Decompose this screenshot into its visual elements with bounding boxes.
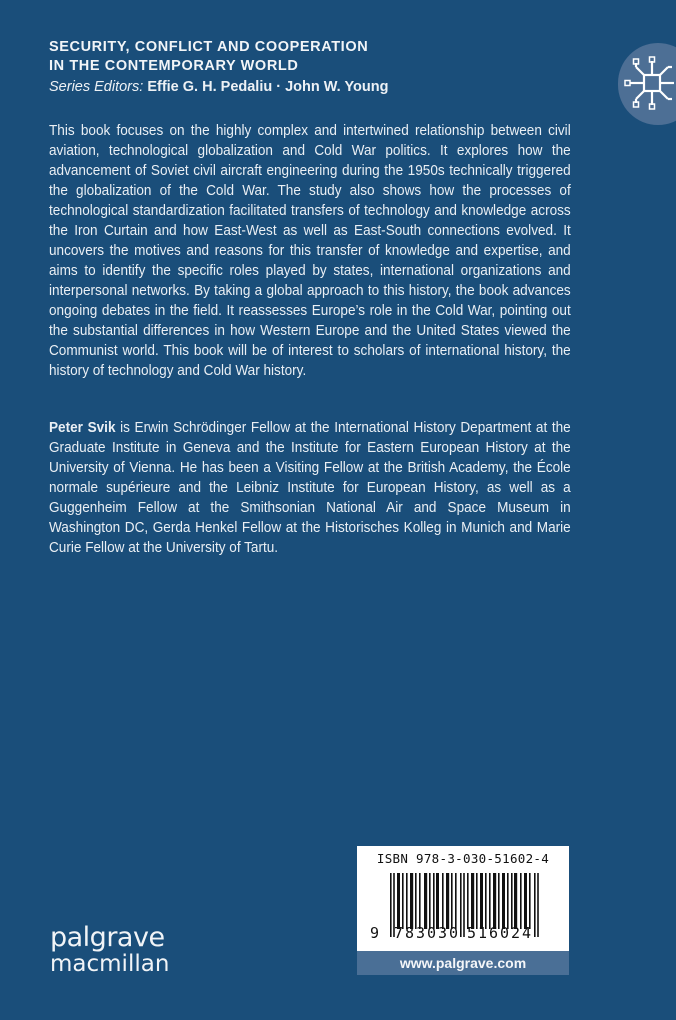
series-editors-names: Effie G. H. Pedaliu · John W. Young: [147, 79, 389, 95]
series-title-line2: IN THE CONTEMPORARY WORLD: [49, 58, 299, 74]
author-bio: [49, 418, 571, 558]
series-editors-label: Series Editors:: [49, 79, 144, 95]
isbn-label: ISBN 978-3-030-51602-4: [376, 851, 550, 866]
publisher-logo-line2: macmillan: [50, 951, 170, 977]
book-description: This book focuses on the highly complex and intertwined relationship between civil aviation, technological globalization and Cold War politics. It explores how the advancement of Soviet civil aircraft engineering during the 1950s technically triggered the globalization of the Cold War. The study also shows how the processes of technological standardization facilitated transfers of technology and knowledge across the Iron Curtain and how East-West as well as East-South connections evolved. It uncovers the motives and reasons for this transfer of knowledge and expertise, and aims to identify the specific roles played by states, international organizations and interpersonal networks. By taking a global approach to this history, the book advances ongoing debates in the field. It reassesses Europe’s role in the Cold War, pointing out the substantial differences in how Western Europe and the United States viewed the Communist world. This book will be of interest to scholars of international history, the history of technology and Cold War history.: [49, 123, 571, 379]
author-bio-text: is Erwin Schrödinger Fellow at the International History Department at the Graduate Institute in Geneva and the Institute for Eastern European History at the University of Vienna. He has been a Visiting Fellow at the British Academy, the École normale supérieure and the Leibniz Institute for European History, as well as a Guggenheim Fellow at the Smithsonian National Air and Space Museum in Washington DC, Gerda Henkel Fellow at the Historisches Kolleg in Munich and Marie Curie Fellow at the University of Tartu.: [49, 420, 571, 556]
circuit-chip-icon: [622, 53, 676, 113]
author-name: Peter Svik: [49, 420, 116, 436]
isbn-barcode-box: ISBN 978-3-030-51602-4 9 7 8 3 0 3 0 5 1 6 0 2 4: [357, 846, 569, 951]
series-header: [49, 38, 388, 97]
publisher-logo-line1: palgrave: [50, 922, 165, 953]
series-editors: [49, 77, 388, 97]
series-title-line1: SECURITY, CONFLICT AND COOPERATION: [49, 39, 369, 55]
series-badge: [618, 43, 676, 125]
publisher-logo: [50, 924, 169, 976]
publisher-url[interactable]: www.palgrave.com: [357, 951, 569, 975]
